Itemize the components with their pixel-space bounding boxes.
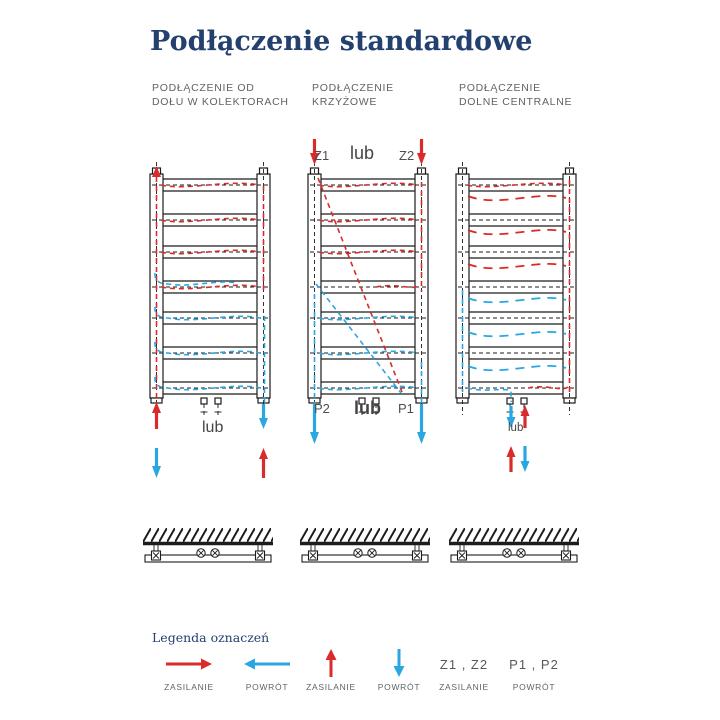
wall-section-3 [449, 528, 579, 562]
legend-label: ZASILANIE [306, 682, 356, 692]
legend-symbol-text: P1 , P2 [509, 656, 559, 672]
legend-label: ZASILANIE [439, 682, 489, 692]
wall-section-2 [300, 528, 430, 562]
radiator-3-body [456, 162, 576, 415]
header-line: DOŁU W KOLEKTORACH [152, 96, 289, 108]
radiator-2-body [308, 162, 428, 415]
header-line: DOLNE CENTRALNE [459, 96, 573, 108]
supply-arrow-up-icon [521, 405, 530, 416]
legend-label: POWRÓT [512, 682, 556, 692]
legend-item-supply-vertical [303, 650, 359, 692]
supply-arrow-up-icon [507, 446, 516, 457]
wall-section-1 [143, 528, 273, 562]
legend-symbol-text: Z1 , Z2 [439, 656, 489, 672]
supply-arrow-up-icon [323, 648, 339, 678]
legend-item-return-vertical [372, 650, 426, 692]
legend-label: ZASILANIE [164, 682, 214, 692]
label-lub-rad2-bottom: lub [354, 398, 381, 418]
return-arrow-left-icon [243, 650, 291, 678]
label-lub-rad2-top: lub [350, 143, 375, 163]
supply-arrow-up-icon [259, 448, 268, 459]
header-line: PODŁĄCZENIE OD [152, 82, 255, 94]
page-title: Podłączenie standardowe [150, 26, 533, 57]
label-lub-rad1: lub [202, 419, 224, 436]
label-lub-rad3: lub [508, 422, 524, 434]
return-arrow-down-icon [521, 461, 530, 472]
label-p1: P1 [398, 401, 414, 416]
legend-item-z1-z2 [436, 650, 492, 692]
legend-title: Legenda oznaczeń [152, 630, 270, 645]
supply-arrow-up-icon [152, 402, 161, 413]
legend-label: POWRÓT [377, 682, 421, 692]
return-arrow-down-icon [310, 432, 319, 444]
supply-arrow-right-icon [165, 650, 213, 678]
radiator-1-body [150, 162, 270, 415]
legend-label: POWRÓT [245, 682, 289, 692]
header-line: KRZYŻOWE [312, 96, 378, 108]
header-line: PODŁĄCZENIE [312, 82, 394, 94]
label-z2: Z2 [399, 148, 415, 163]
legend-item-supply-horizontal [158, 650, 220, 692]
label-z1: Z1 [314, 148, 330, 163]
return-arrow-down-icon [391, 648, 407, 678]
return-arrow-down-icon [417, 432, 426, 444]
return-arrow-down-icon [152, 466, 161, 478]
label-p2: P2 [314, 401, 330, 416]
header-line: PODŁĄCZENIE [459, 82, 541, 94]
supply-arrow-down-icon [417, 153, 426, 165]
legend-item-return-horizontal [236, 650, 298, 692]
legend-item-p1-p2 [508, 650, 560, 692]
return-arrow-down-icon [259, 418, 268, 429]
